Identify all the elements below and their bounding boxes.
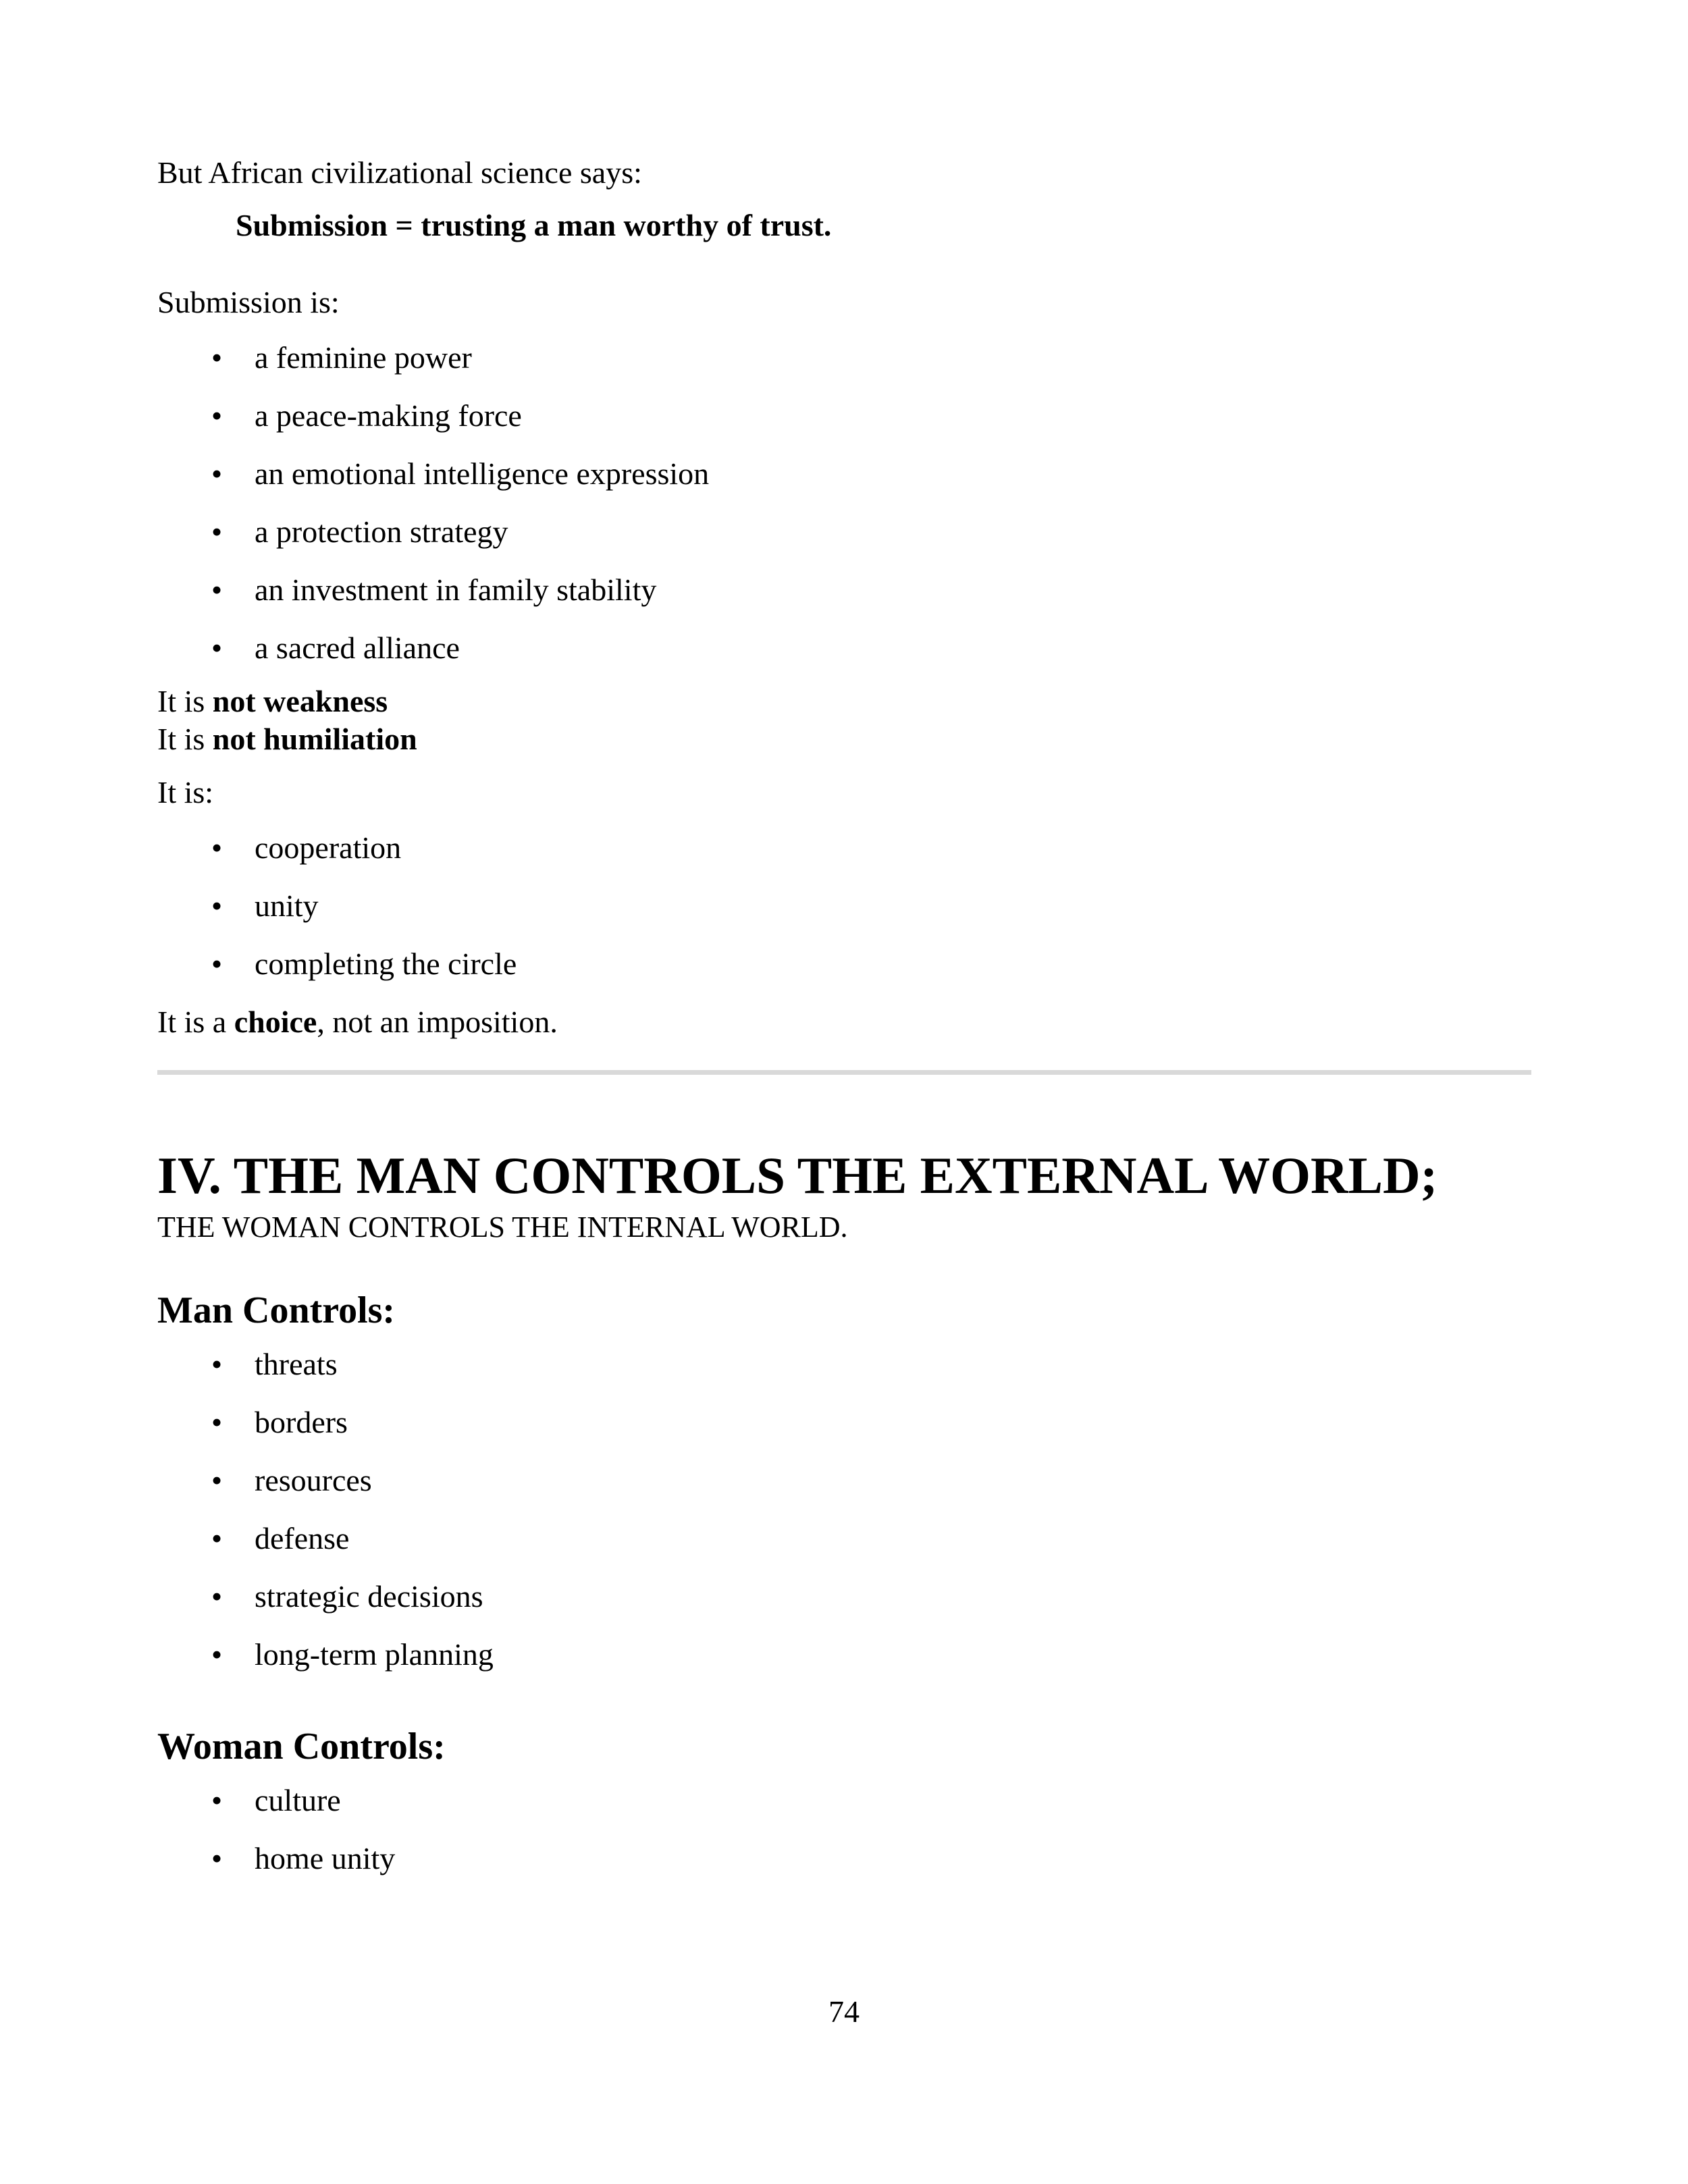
bullet-icon: •	[211, 1405, 223, 1439]
man-controls-list	[157, 1343, 1531, 1676]
section-divider	[157, 1070, 1531, 1075]
bullet-icon: •	[211, 398, 223, 433]
man-controls-heading: Man Controls:	[157, 1289, 396, 1331]
bullet-icon: •	[211, 631, 223, 665]
list-item: • cooperation	[157, 827, 1531, 869]
intro-line: But African civilizational science says:	[157, 155, 642, 190]
submission-list	[157, 337, 1531, 669]
bullet-icon: •	[211, 830, 223, 865]
bullet-icon: •	[211, 1463, 223, 1497]
negation-humiliation: It is not humiliation	[157, 722, 417, 756]
bullet-icon: •	[211, 514, 223, 549]
woman-controls-list	[157, 1780, 1531, 1880]
list-item: • borders	[157, 1402, 1531, 1443]
bullet-icon: •	[211, 1579, 223, 1614]
list-item: • a feminine power	[157, 337, 1531, 379]
list-item: • an investment in family stability	[157, 569, 1531, 611]
page-number: 74	[828, 1994, 860, 2029]
bullet-icon: •	[211, 1637, 223, 1672]
bullet-icon: •	[211, 888, 223, 923]
list-item: • culture	[157, 1780, 1531, 1821]
list-item: • completing the circle	[157, 943, 1531, 985]
bullet-icon: •	[211, 1783, 223, 1817]
bullet-icon: •	[211, 572, 223, 607]
it-is-list	[157, 827, 1531, 985]
bullet-icon: •	[211, 340, 223, 375]
section-subtitle: THE WOMAN CONTROLS THE INTERNAL WORLD.	[157, 1210, 848, 1244]
it-is-heading: It is:	[157, 775, 214, 809]
list-item: • defense	[157, 1518, 1531, 1560]
section-title: IV. THE MAN CONTROLS THE EXTERNAL WORLD;	[157, 1146, 1438, 1204]
document-page	[157, 152, 1531, 1880]
choice-line: It is a choice, not an imposition.	[157, 1005, 558, 1039]
list-item: • unity	[157, 885, 1531, 927]
list-item: • threats	[157, 1343, 1531, 1385]
woman-controls-heading: Woman Controls:	[157, 1726, 446, 1767]
bullet-icon: •	[211, 1521, 223, 1555]
list-item: • an emotional intelligence expression	[157, 453, 1531, 495]
bullet-icon: •	[211, 1347, 223, 1381]
list-item: • strategic decisions	[157, 1576, 1531, 1618]
negation-weakness: It is not weakness	[157, 684, 388, 718]
list-item: • resources	[157, 1460, 1531, 1501]
list-item: • long-term planning	[157, 1634, 1531, 1676]
submission-definition: Submission = trusting a man worthy of trust.	[236, 208, 832, 242]
submission-heading: Submission is:	[157, 285, 340, 319]
list-item: • home unity	[157, 1838, 1531, 1880]
list-item: • a peace-making force	[157, 395, 1531, 437]
bullet-icon: •	[211, 947, 223, 981]
list-item: • a sacred alliance	[157, 627, 1531, 669]
bullet-icon: •	[211, 1841, 223, 1875]
list-item: • a protection strategy	[157, 511, 1531, 553]
bullet-icon: •	[211, 456, 223, 491]
